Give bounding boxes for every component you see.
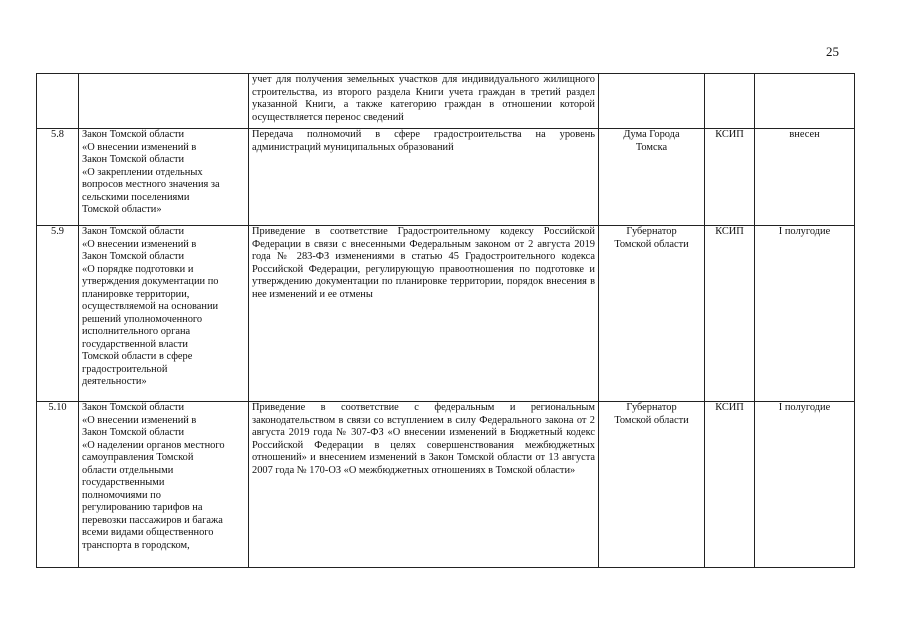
table-row <box>37 129 855 226</box>
term: внесен <box>755 129 855 226</box>
law-purpose: учет для получения земельных участков для индивидуального жилищного строительства, из второго раздела Книги учета граждан в третий раздел указанной Книги, а также категорию граждан в отношении которой осуществляется перенос сведений <box>249 74 599 129</box>
initiator: Губернатор Томской области <box>599 402 705 568</box>
initiator: Губернатор Томской области <box>599 226 705 402</box>
law-purpose: Передача полномочий в сфере градостроительства на уровень администраций муниципальных образований <box>249 129 599 226</box>
term: I полугодие <box>755 402 855 568</box>
page-number: 25 <box>826 44 839 59</box>
table-row <box>37 402 855 568</box>
responsible: КСИП <box>705 226 755 402</box>
table-row <box>37 74 855 129</box>
term: I полугодие <box>755 226 855 402</box>
law-purpose: Приведение в соответствие Градостроительному кодексу Российской Федерации в связи с внесенными Федеральным законом от 2 августа 2019 года № 283-ФЗ изменениями в статью 45 Градостроительного кодекса Российской Федерации, регулирующую правоотношения по подготовке и утверждению документации по планировке территории, порядок внесения в нее изменений и ее отмены <box>249 226 599 402</box>
initiator: Дума Города Томска <box>599 129 705 226</box>
law-title: Закон Томской области «О внесении изменений в Закон Томской области «О наделении органов местного самоуправления Томской области отдельными государственными полномочиями по регулированию тарифов на перевозки пассажиров и багажа всеми видами общественного транспорта в городском, <box>79 402 249 568</box>
responsible <box>705 74 755 129</box>
legislation-plan-table <box>36 73 855 568</box>
term <box>755 74 855 129</box>
law-title: Закон Томской области «О внесении изменений в Закон Томской области «О закреплении отдельных вопросов местного значения за сельскими поселениями Томской области» <box>79 129 249 226</box>
row-number <box>37 74 79 129</box>
row-number: 5.8 <box>37 129 79 226</box>
table-row <box>37 226 855 402</box>
initiator <box>599 74 705 129</box>
row-number: 5.9 <box>37 226 79 402</box>
responsible: КСИП <box>705 402 755 568</box>
responsible: КСИП <box>705 129 755 226</box>
row-number: 5.10 <box>37 402 79 568</box>
law-title <box>79 74 249 129</box>
law-title: Закон Томской области «О внесении изменений в Закон Томской области «О порядке подготовки и утверждения документации по планировке территории, осуществляемой на основании решений уполномоченного исполнительного органа государственной власти Томской области в сфере градостроительной деятельности» <box>79 226 249 402</box>
law-purpose: Приведение в соответствие с федеральным и региональным законодательством в связи со вступлением в силу Федерального закона от 2 августа 2019 года № 307-ФЗ «О внесении изменений в Бюджетный кодекс Российской Федерации в целях совершенствования межбюджетных отношений» и внесением изменений в Закон Томской области от 13 августа 2007 года № 170-ОЗ «О межбюджетных отношениях в Томской области» <box>249 402 599 568</box>
